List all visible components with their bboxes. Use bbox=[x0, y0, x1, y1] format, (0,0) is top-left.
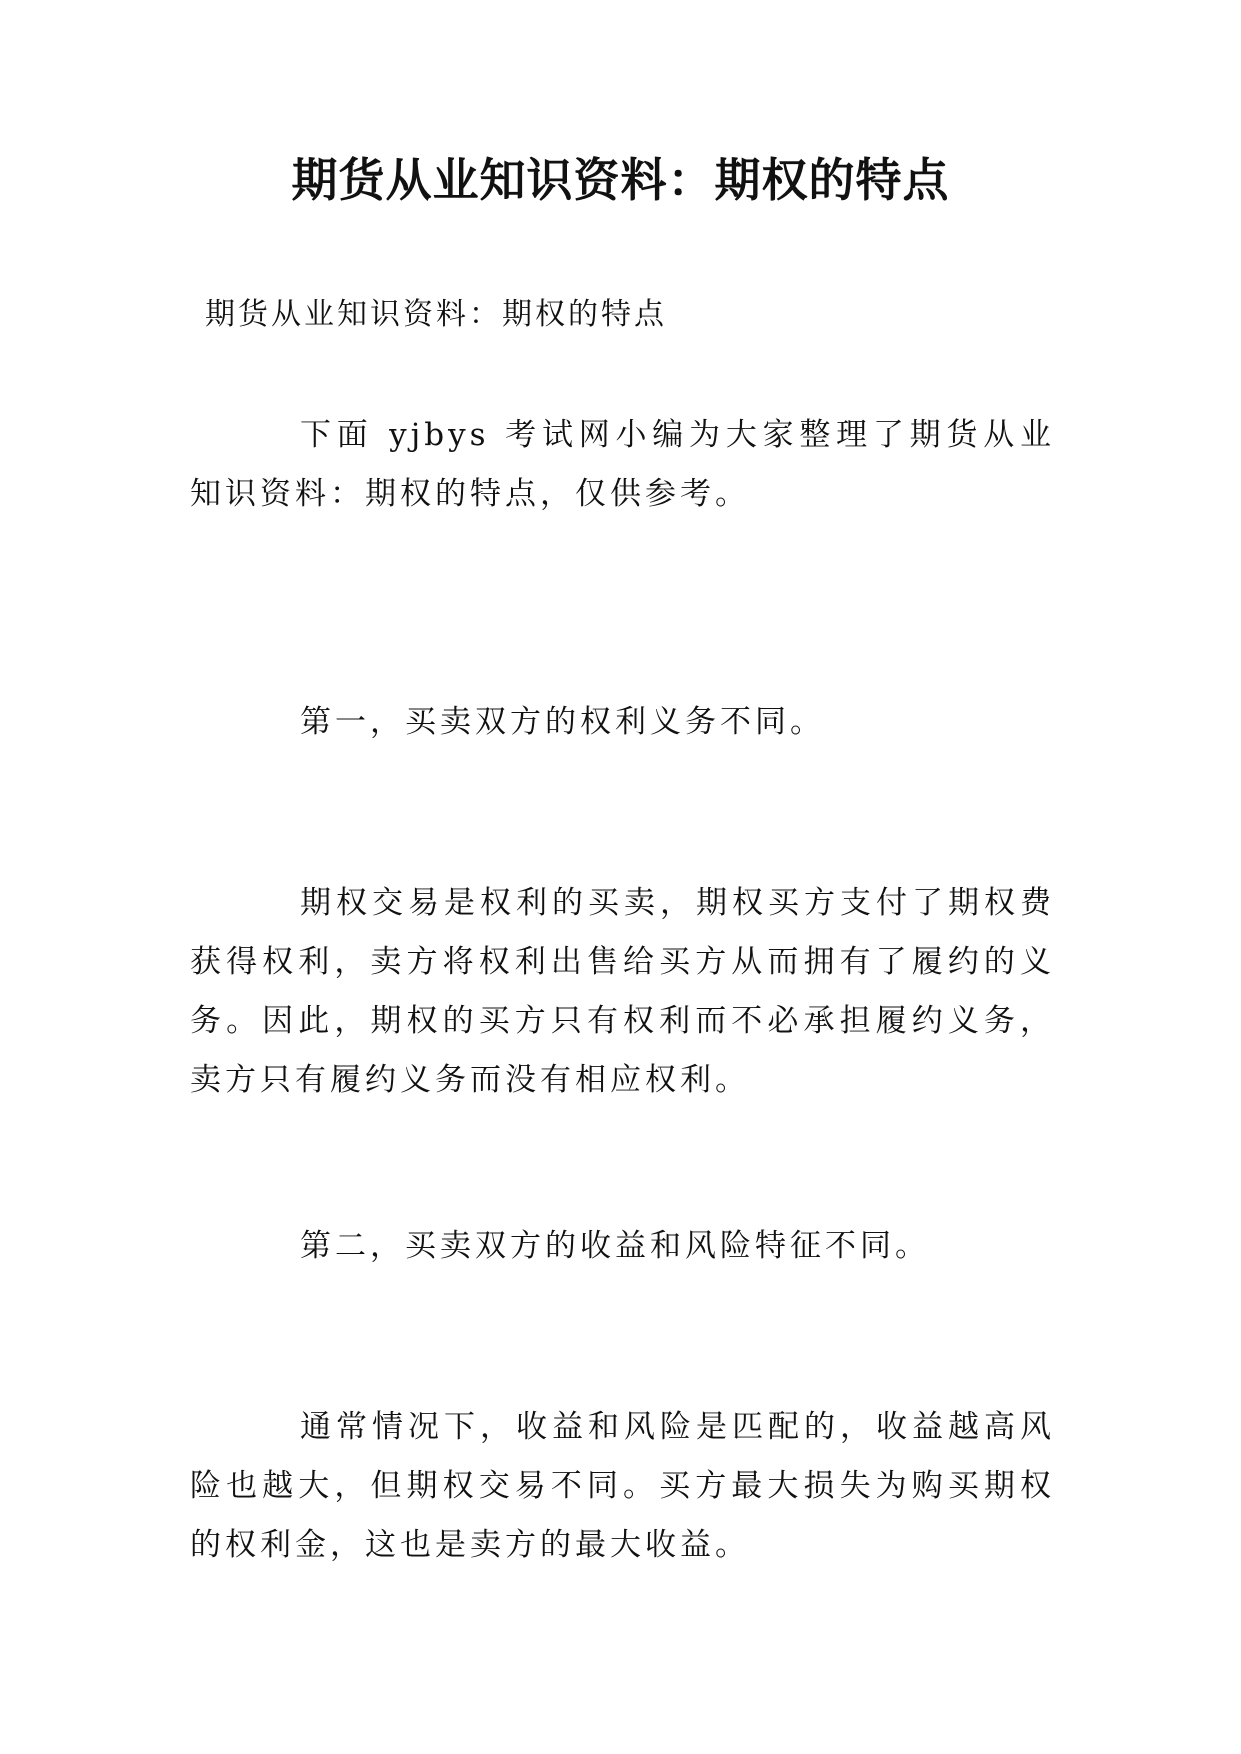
paragraph-point-one: 第一，买卖双方的权利义务不同。 bbox=[300, 704, 825, 740]
paragraph-returns-risk: 通常情况下，收益和风险是匹配的，收益越高风险也越大，但期权交易不同。买方最大损失为购买期权的权利金，这也是卖方的最大收益。 bbox=[190, 1409, 1055, 1563]
paragraph-rights-obligations: 期权交易是权利的买卖，期权买方支付了期权费获得权利，卖方将权利出售给买方从而拥有了履约的义务。因此，期权的买方只有权利而不必承担履约义务，卖方只有履约义务而没有相应权利。 bbox=[190, 885, 1055, 1098]
paragraph-point-two: 第二，买卖双方的收益和风险特征不同。 bbox=[300, 1228, 930, 1264]
document-subtitle: 期货从业知识资料：期权的特点 bbox=[205, 297, 667, 332]
document-title: 期货从业知识资料：期权的特点 bbox=[291, 153, 950, 207]
paragraph-intro: 下面 yjbys 考试网小编为大家整理了期货从业知识资料：期权的特点，仅供参考。 bbox=[190, 417, 1055, 512]
